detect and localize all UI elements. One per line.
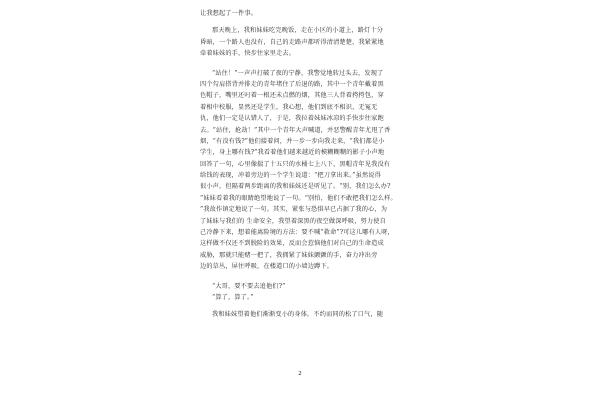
paragraph-3	[200, 281, 414, 292]
text-line: 让我想起了一件事。	[200, 10, 258, 17]
text-line: 这样做不仅还不到脱险的效果，反而会惹恼他们对自己的生命造成	[200, 240, 384, 248]
text-line: ”妹妹看着我的眼睛绝望地说了一句。“别怕，他们不敢把我们怎么样。	[200, 194, 397, 202]
text-line: 着相中校服，显然还是学生，我心想，他们到底不相识，无冤无	[200, 103, 378, 111]
text-line: 牵着妹妹的手，快步往家里走去。	[200, 50, 296, 58]
text-line: 我和妹妹望着他们渐渐变小的身体，不约而同的松了口气，随	[212, 311, 384, 319]
page-number: 2	[298, 371, 302, 377]
text-line: ”我故作镇定地说了一句。其实，紧张与恐惧早已占据了我的心，为	[200, 206, 388, 214]
text-line: 昏暗，一个路人也没有，自己的走路声都听得清清楚楚，我紧紧地	[200, 38, 384, 46]
text-line: 四个勾肩搭背并排走的青年堵住了后退的路，其中一个青年戴着黑	[200, 80, 384, 88]
text-line: 了妹妹与我们的 生命安全，我望着深黑的夜空做深呼吸，努力使自	[200, 217, 386, 225]
text-line: 边的草丛，屏住呼吸，在楼道口的小墙边蹲下。	[200, 263, 334, 271]
text-line: 回答了一句，心里像揣了十五只的水桶七上八下，黑帽青年见我没有	[200, 160, 391, 168]
text-line: 给钱的表现，冲着旁边的一个学生说道：“把刀拿出来。”虽然说得	[200, 172, 381, 180]
text-line: 很小声，但隔着两步距离的我和妹妹还是听见了。“别，我们怎么办?	[200, 183, 391, 191]
text-line: “站住！”一声声打破了夜的宁静，我警觉地转过头去，发现了	[212, 69, 384, 77]
text-line: 烟，“有没有钱?”他们接着问，并一步一步向我走来，“我们都是小	[200, 137, 385, 145]
paragraph-0	[200, 8, 414, 19]
paragraph-1	[200, 25, 414, 59]
text-line: “算了，算了。”	[212, 293, 254, 301]
paragraph-5	[200, 309, 414, 320]
text-line: 学生，身上哪有钱?”我看着他们越来越近的模糊糊糊的影子小声地	[200, 149, 385, 157]
document-body	[200, 8, 414, 321]
paragraph-4	[200, 292, 414, 303]
text-line: “大哥，要不要去追他们?”	[212, 282, 286, 290]
text-line: 仇，他们一定是认错人了，于是，我拉着妹妹冰凉的手快步往家跑	[200, 115, 384, 123]
paragraph-2	[200, 68, 414, 273]
text-line: 去。“站住，抢劫！”其中一个青年大声喊道，并恶警醒青年尤甩了香	[200, 126, 391, 134]
text-line: 己冷静下来，想着能离险境的方法：要不喊“救命”?可这儿哪有人呀，	[200, 229, 394, 237]
text-line: 那天晚上，我和妹妹吃完晚饭，走在小区的小道上，路灯十分	[212, 27, 384, 35]
text-line: 威胁，那就只能赌一把了，我拥紧了妹妹颤颤的手，奋力冲出旁	[200, 251, 378, 259]
text-line: 色帽子，嘴里还叼着一根还未点燃的烟，其他三人背着挎挎包，穿	[200, 92, 384, 100]
